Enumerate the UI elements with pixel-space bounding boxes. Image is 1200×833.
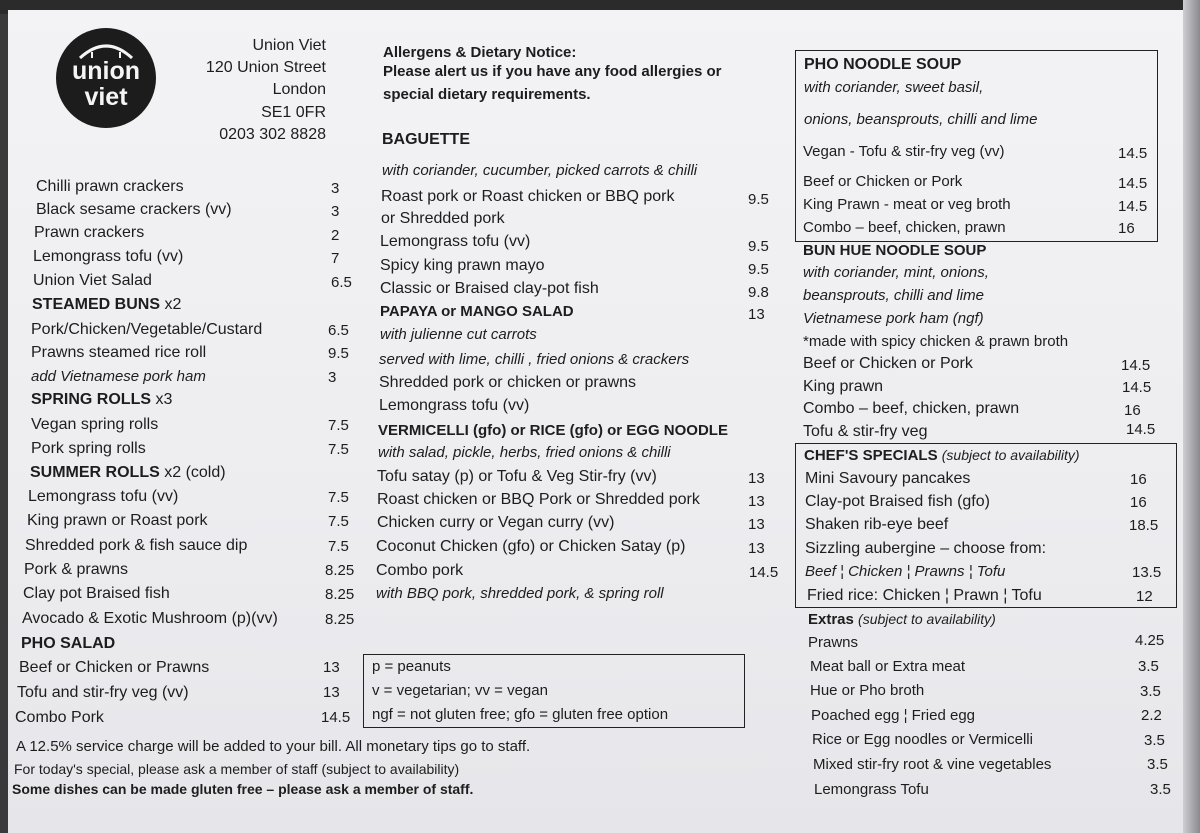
pho-noodle-item-price: 14.5 (1118, 198, 1148, 215)
pho-salad-name: Combo Pork (15, 709, 104, 726)
summer-rolls-heading (30, 464, 226, 482)
papaya-title: PAPAYA or MANGO SALAD (380, 303, 574, 320)
papaya-item-name: Shredded pork or chicken or prawns (379, 374, 637, 391)
legend-vegetarian: v = vegetarian; vv = vegan (372, 682, 548, 699)
section-title: STEAMED BUNS (32, 296, 161, 313)
section-sub: (subject to availability) (941, 447, 1080, 463)
pho-salad-price: 13 (323, 659, 340, 676)
special-item-price: 13.5 (1132, 564, 1162, 581)
spring-roll-name: Vegan spring rolls (31, 416, 159, 433)
vermicelli-item-price: 13 (748, 493, 765, 510)
pho-salad-title: PHO SALAD (21, 635, 116, 652)
bun-item-price: 3 (328, 369, 337, 386)
restaurant-city: London (272, 81, 326, 98)
pho-noodle-desc: with coriander, sweet basil, (804, 79, 984, 96)
bun-hue-item-price: 14.5 (1126, 421, 1156, 438)
special-item-name: Mini Savoury pancakes (805, 470, 971, 487)
baguette-item-price: 9.5 (748, 191, 769, 208)
bun-hue-note: *made with spicy chicken & prawn broth (803, 333, 1069, 350)
vermicelli-item-name: Chicken curry or Vegan curry (vv) (377, 514, 615, 531)
union-viet-logo (56, 28, 156, 128)
pho-salad-name: Beef or Chicken or Prawns (19, 659, 210, 676)
summer-roll-name: Pork & prawns (24, 561, 129, 578)
pho-salad-price: 13 (323, 684, 340, 701)
bun-hue-item-price: 14.5 (1121, 357, 1151, 374)
starter-name: Chilli prawn crackers (36, 178, 184, 195)
special-item-name: Clay-pot Braised fish (gfo) (805, 493, 990, 510)
restaurant-name: Union Viet (252, 37, 326, 54)
allergen-line1: Please alert us if you have any food allergies or (383, 63, 722, 80)
spring-roll-price: 7.5 (328, 417, 349, 434)
bun-hue-item-name: Combo – beef, chicken, prawn (803, 400, 1020, 417)
baguette-item-price: 9.5 (748, 261, 769, 278)
section-title: CHEF'S SPECIALS (804, 447, 938, 464)
allergen-line2: special dietary requirements. (383, 86, 591, 103)
steamed-buns-heading (32, 296, 181, 314)
vermicelli-item-price: 13 (748, 540, 765, 557)
summer-roll-price: 7.5 (328, 513, 349, 530)
vermicelli-item-price: 13 (748, 470, 765, 487)
pho-noodle-item-name: Combo – beef, chicken, prawn (803, 219, 1006, 236)
summer-roll-price: 7.5 (328, 538, 349, 555)
bun-item-name: add Vietnamese pork ham (31, 368, 206, 385)
section-title: Extras (808, 611, 854, 628)
logo-word-union: union (71, 57, 141, 85)
vermicelli-item-price: 13 (748, 516, 765, 533)
papaya-desc: served with lime, chilli , fried onions & crackers (379, 351, 690, 368)
pho-noodle-item-name: Vegan - Tofu & stir-fry veg (vv) (803, 143, 1005, 160)
starter-price: 2 (331, 227, 340, 244)
bun-item-name: Prawns steamed rice roll (31, 344, 207, 361)
summer-roll-price: 7.5 (328, 489, 349, 506)
starter-name: Black sesame crackers (vv) (36, 201, 232, 218)
bun-item-name: Pork/Chicken/Vegetable/Custard (31, 321, 263, 338)
vermicelli-item-name: Combo pork (376, 562, 464, 579)
extras-heading (808, 611, 996, 628)
bun-hue-item-name: King prawn (803, 378, 884, 395)
extra-item-price: 3.5 (1138, 658, 1159, 675)
bun-hue-desc: beansprouts, chilli and lime (803, 287, 984, 304)
summer-roll-name: Shredded pork & fish sauce dip (25, 537, 248, 554)
restaurant-street: 120 Union Street (205, 59, 326, 76)
combo-pork-desc: with BBQ pork, shredded pork, & spring roll (376, 585, 664, 602)
papaya-price: 13 (748, 306, 765, 323)
todays-special-note: For today's special, please ask a member of staff (subject to availability) (14, 761, 460, 777)
summer-roll-name: King prawn or Roast pork (27, 512, 208, 529)
section-title: SUMMER ROLLS (30, 464, 160, 481)
extra-item-name: Lemongrass Tofu (814, 781, 929, 798)
pho-salad-name: Tofu and stir-fry veg (vv) (17, 684, 189, 701)
bun-hue-desc: with coriander, mint, onions, (803, 264, 989, 281)
baguette-item-name: Lemongrass tofu (vv) (380, 233, 531, 250)
restaurant-phone: 0203 302 8828 (219, 126, 326, 143)
pho-noodle-item-name: King Prawn - meat or veg broth (803, 196, 1011, 213)
papaya-desc: with julienne cut carrots (380, 326, 537, 343)
extra-item-price: 2.2 (1141, 707, 1162, 724)
extra-item-price: 3.5 (1144, 732, 1165, 749)
vermicelli-item-name: Tofu satay (p) or Tofu & Veg Stir-fry (vv) (377, 468, 657, 485)
papaya-item-name: Lemongrass tofu (vv) (379, 397, 530, 414)
logo-word-viet: viet (84, 83, 128, 111)
allergen-title: Allergens & Dietary Notice: (383, 44, 577, 61)
chefs-specials-heading (804, 447, 1080, 464)
starter-price: 6.5 (331, 274, 352, 291)
extra-item-price: 4.25 (1135, 632, 1165, 649)
vermicelli-item-price: 14.5 (749, 564, 779, 581)
bun-hue-title: BUN HUE NOODLE SOUP (803, 242, 987, 259)
legend-peanuts: p = peanuts (372, 658, 451, 675)
vermicelli-item-name: Roast chicken or BBQ Pork or Shredded pork (377, 491, 700, 508)
section-qty: x3 (155, 391, 173, 408)
special-item-name: Beef ¦ Chicken ¦ Prawns ¦ Tofu (805, 563, 1006, 580)
extra-item-name: Poached egg ¦ Fried egg (811, 707, 976, 724)
summer-roll-price: 8.25 (325, 611, 355, 628)
bun-hue-item-name: Beef or Chicken or Pork (803, 355, 973, 372)
legend-gluten: ngf = not gluten free; gfo = gluten free option (372, 706, 669, 723)
pho-noodle-item-name: Beef or Chicken or Pork (803, 173, 963, 190)
spring-rolls-heading (31, 391, 172, 409)
starter-name: Prawn crackers (34, 224, 145, 241)
pho-salad-price: 14.5 (321, 709, 351, 726)
pho-noodle-item-price: 16 (1118, 220, 1135, 237)
vermicelli-item-name: Coconut Chicken (gfo) or Chicken Satay (p) (376, 538, 686, 555)
baguette-title: BAGUETTE (382, 131, 470, 148)
summer-roll-price: 8.25 (325, 586, 355, 603)
extra-item-name: Rice or Egg noodles or Vermicelli (812, 731, 1033, 748)
bun-hue-desc: Vietnamese pork ham (ngf) (803, 310, 984, 327)
starter-price: 3 (331, 180, 340, 197)
extra-item-name: Mixed stir-fry root & vine vegetables (813, 756, 1052, 773)
spring-roll-name: Pork spring rolls (31, 440, 146, 457)
baguette-item-name: or Shredded pork (381, 210, 505, 227)
baguette-item-name: Roast pork or Roast chicken or BBQ pork (381, 188, 675, 205)
section-sub: (subject to availability) (858, 611, 996, 627)
pho-noodle-title: PHO NOODLE SOUP (804, 56, 962, 73)
pho-noodle-item-price: 14.5 (1118, 145, 1148, 162)
bun-hue-item-price: 14.5 (1122, 379, 1152, 396)
summer-roll-price: 8.25 (325, 562, 355, 579)
baguette-item-price: 9.5 (748, 238, 769, 255)
background-right-edge (1183, 0, 1200, 833)
extra-item-name: Hue or Pho broth (810, 682, 925, 699)
gluten-free-note: Some dishes can be made gluten free – please ask a member of staff. (12, 781, 474, 797)
starter-price: 7 (331, 250, 340, 267)
bun-hue-item-price: 16 (1124, 402, 1141, 419)
section-title: SPRING ROLLS (31, 391, 152, 408)
special-item-name: Shaken rib-eye beef (805, 516, 949, 533)
special-item-price: 12 (1136, 588, 1153, 605)
bun-item-price: 6.5 (328, 322, 349, 339)
bun-hue-item-name: Tofu & stir-fry veg (803, 423, 928, 440)
summer-roll-name: Avocado & Exotic Mushroom (p)(vv) (22, 610, 278, 627)
vermicelli-desc: with salad, pickle, herbs, fried onions & chilli (378, 444, 671, 461)
spring-roll-price: 7.5 (328, 441, 349, 458)
extra-item-price: 3.5 (1147, 756, 1168, 773)
section-qty: x2 (164, 296, 182, 313)
special-item-price: 18.5 (1129, 517, 1159, 534)
special-item-price: 16 (1130, 494, 1147, 511)
extra-item-name: Meat ball or Extra meat (810, 658, 966, 675)
starter-name: Union Viet Salad (33, 272, 152, 289)
extra-item-price: 3.5 (1150, 781, 1171, 798)
restaurant-postcode: SE1 0FR (261, 104, 326, 121)
special-item-name: Sizzling aubergine – choose from: (805, 540, 1047, 557)
bun-item-price: 9.5 (328, 345, 349, 362)
baguette-desc: with coriander, cucumber, picked carrots & chilli (382, 162, 698, 179)
pho-noodle-item-price: 14.5 (1118, 175, 1148, 192)
summer-roll-name: Clay pot Braised fish (23, 585, 170, 602)
section-qty: x2 (cold) (164, 464, 226, 481)
baguette-item-name: Spicy king prawn mayo (380, 257, 545, 274)
baguette-item-price: 9.8 (748, 284, 769, 301)
starter-name: Lemongrass tofu (vv) (33, 248, 184, 265)
vermicelli-title: VERMICELLI (gfo) or RICE (gfo) or EGG NOODLE (378, 422, 728, 439)
starter-price: 3 (331, 203, 340, 220)
special-item-name: Fried rice: Chicken ¦ Prawn ¦ Tofu (807, 587, 1042, 604)
baguette-item-name: Classic or Braised clay-pot fish (380, 280, 599, 297)
service-charge-note: A 12.5% service charge will be added to your bill. All monetary tips go to staff. (16, 738, 531, 755)
extra-item-price: 3.5 (1140, 683, 1161, 700)
pho-noodle-desc: onions, beansprouts, chilli and lime (804, 111, 1038, 128)
extra-item-name: Prawns (808, 634, 859, 651)
summer-roll-name: Lemongrass tofu (vv) (28, 488, 179, 505)
special-item-price: 16 (1130, 471, 1147, 488)
